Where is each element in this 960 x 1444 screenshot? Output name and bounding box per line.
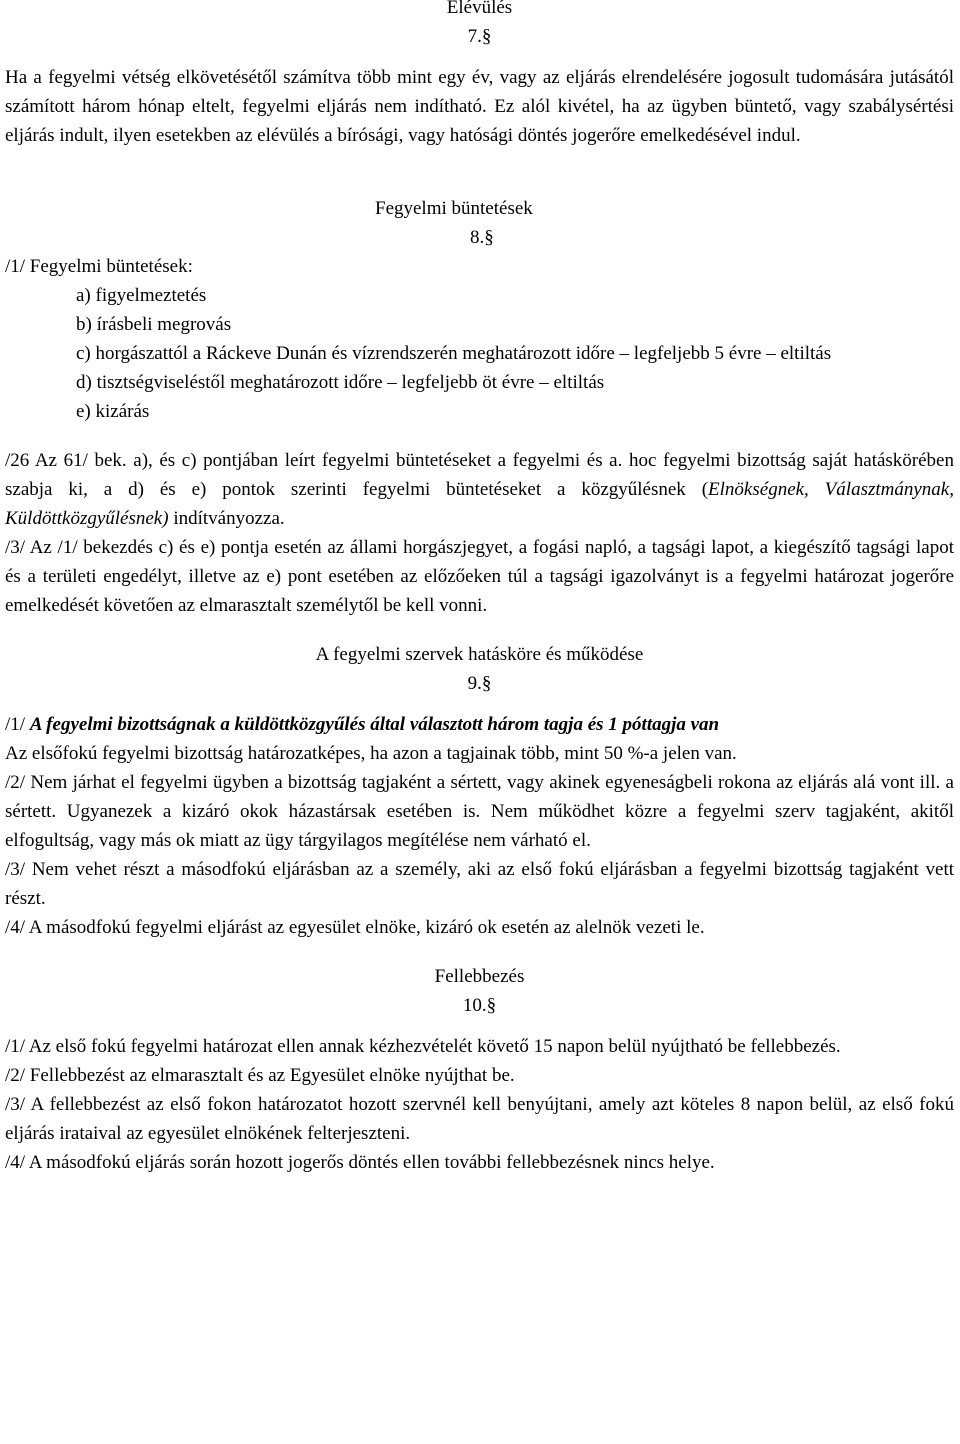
spacer: [5, 620, 954, 640]
section-number-7: 7.§: [467, 26, 492, 47]
section-title-elevules: Elévülés: [446, 0, 513, 18]
list-item-d: d) tisztségviseléstől meghatározott időre – legfeljebb öt évre – eltiltás: [76, 372, 605, 393]
section-10-paragraph-3: /3/ A fellebbezést az első fokon határozatot hozott szervnél kell benyújtani, amely azt köteles 8 napon belül, az első fokú eljárás irataival az egyesület elnökének felterjeszteni.: [5, 1094, 954, 1144]
list-item-e: e) kizárás: [76, 401, 150, 422]
spacer: [5, 51, 954, 63]
spacer: [5, 150, 954, 194]
section-number-10: 10.§: [462, 995, 497, 1016]
section-number-9: 9.§: [467, 673, 492, 694]
section-9-paragraph-2: /2/ Nem járhat el fegyelmi ügyben a bizottság tagjaként a sértett, vagy akinek egyeneságbeli rokona az eljárás alá vont ill. a sértett. Ugyanezek a kizáró okok házastársak esetében is. Nem működhet közre a fegyelmi szerv tagjaként, akitől elfogultság, vagy más ok miatt az ügy tárgyilagos megítélése nem várható el.: [5, 772, 954, 851]
list-item-c: c) horgászattól a Ráckeve Dunán és vízrendszerén meghatározott időre – legfeljebb 5 évre – eltiltás: [76, 343, 832, 364]
section-7-text: Ha a fegyelmi vétség elkövetésétől számítva több mint egy év, vagy az eljárás elrendelésére jogosult tudomására jutásától számított három hónap eltelt, fegyelmi eljárás nem indítható. Ez alól kivétel, ha az ügyben büntető, vagy szabálysértési eljárás indult, ilyen esetekben az elévülés a bírósági, vagy hatósági döntés jogerőre emelkedésével indul.: [5, 67, 954, 146]
section-9-paragraph-4: /4/ A másodfokú fegyelmi eljárást az egyesület elnöke, kizáró ok esetén az alelnök vezeti le.: [5, 917, 705, 938]
spacer: [5, 1020, 954, 1032]
p2-text-b: indítványozza.: [168, 508, 285, 529]
section-title-fegyelmi-szervek: A fegyelmi szervek hatásköre és működése: [315, 644, 644, 665]
section-9-paragraph-1: [5, 710, 954, 739]
section-10-paragraph-2: /2/ Fellebbezést az elmarasztalt és az Egyesület elnöke nyújthat be.: [5, 1065, 515, 1086]
p2-text-italic: Elnökségnek, Választmánynak, Küldöttközgyűlésnek): [5, 479, 954, 529]
section-8-paragraph-2: [5, 446, 954, 533]
section-number-8: 8.§: [470, 227, 494, 248]
spacer: [5, 426, 954, 446]
section-9-paragraph-1-rest: Az elsőfokú fegyelmi bizottság határozatképes, ha azon a tagjainak több, mint 50 %-a jelen van.: [5, 743, 737, 764]
section-8-intro: /1/ Fegyelmi büntetések:: [5, 256, 193, 277]
section-title-fellebbezes: Fellebbezés: [434, 966, 525, 987]
spacer: [5, 698, 954, 710]
section-10-paragraph-1: /1/ Az első fokú fegyelmi határozat ellen annak kézhezvételét követő 15 napon belül nyújtható be fellebbezés.: [5, 1036, 841, 1057]
section-10-paragraph-4: /4/ A másodfokú eljárás során hozott jogerős döntés ellen további fellebbezésnek nincs helye.: [5, 1152, 715, 1173]
spacer: [5, 942, 954, 962]
p1-bold: A fegyelmi bizottságnak a küldöttközgyűlés által választott három tagja és 1 póttagja van: [29, 714, 720, 735]
section-8-paragraph-3: /3/ Az /1/ bekezdés c) és e) pontja esetén az állami horgászjegyet, a fogási napló, a tagsági lapot, a kiegészítő tagsági lapot és a területi engedélyt, illetve az e) pont esetében az előzőeken túl a tagsági igazolványt is a fegyelmi határozat jogerőre emelkedését követően az elmarasztalt személytől be kell vonni.: [5, 537, 954, 616]
p1-prefix: /1/: [5, 714, 30, 735]
list-item-b: b) írásbeli megrovás: [76, 314, 232, 335]
section-title-fegyelmi-buntetesek: Fegyelmi büntetések: [375, 198, 533, 219]
p2-text-a: /26 Az 61/ bek. a), és c) pontjában leírt fegyelmi büntetéseket a fegyelmi és a. hoc fegyelmi bizottság saját hatáskörében szabja ki, a d) és e) pontok szerinti fegyelmi büntetéseket a közgyűlésnek (: [5, 450, 954, 500]
list-item-a: a) figyelmeztetés: [76, 285, 207, 306]
section-9-paragraph-3: /3/ Nem vehet részt a másodfokú eljárásban az a személy, aki az első fokú eljárásban a fegyelmi bizottság tagjaként vett részt.: [5, 859, 954, 909]
